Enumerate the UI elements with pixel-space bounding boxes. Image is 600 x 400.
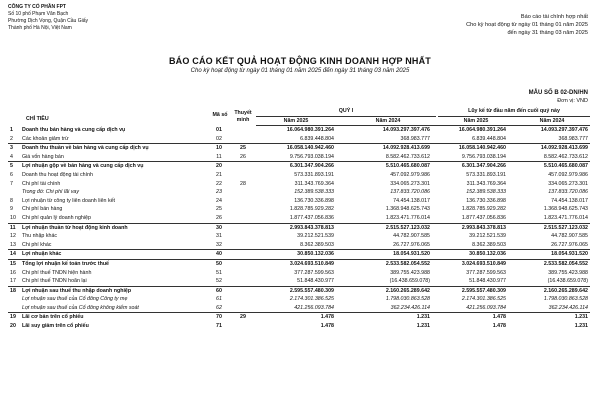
cell-no: 12 bbox=[10, 233, 16, 240]
cell-q2024: 1.231 bbox=[416, 323, 430, 330]
cell-label: Chi phí tài chính bbox=[22, 180, 61, 187]
cell-q2024: 368.983.777 bbox=[400, 135, 430, 142]
cell-q2024: 137.833.720.086 bbox=[390, 189, 430, 196]
cell-q2024: 1.368.948.625.743 bbox=[385, 206, 430, 213]
cell-no: 11 bbox=[8, 223, 20, 232]
cell-label: Thu nhập khác bbox=[22, 233, 58, 240]
table-row bbox=[8, 250, 590, 260]
cell-c2024: (16.438.659.078) bbox=[547, 278, 588, 285]
cell-c2024: 362.234.426.114 bbox=[548, 304, 588, 311]
cell-c2025: 2.174.301.386.525 bbox=[461, 296, 506, 303]
form-number: MẪU SỐ B 02-DN/HN bbox=[528, 90, 588, 96]
header-ytd: Lũy kế từ đầu năm đến cuối quý này bbox=[468, 108, 560, 114]
cell-note bbox=[230, 205, 256, 214]
cell-c2025: 8.362.389.503 bbox=[472, 241, 506, 248]
cell-q2024: 74.454.138.017 bbox=[393, 197, 430, 204]
table-row bbox=[8, 277, 590, 286]
cell-c2025: 311.343.769.364 bbox=[466, 180, 506, 187]
cell-label: Trong đó: Chi phí lãi vay bbox=[22, 189, 80, 196]
cell-q2024: 14.092.928.413.699 bbox=[336, 144, 432, 153]
report-period-line2: đến ngày 31 tháng 03 năm 2025 bbox=[507, 30, 588, 36]
cell-code: 50 bbox=[208, 259, 230, 268]
cell-no: 7 bbox=[10, 180, 13, 187]
cell-code: 24 bbox=[216, 197, 222, 204]
cell-c2025: 16.058.140.942.460 bbox=[432, 144, 508, 153]
cell-c2025: 9.756.793.038.194 bbox=[461, 153, 506, 160]
cell-q2025: 311.343.769.364 bbox=[294, 180, 334, 187]
cell-note bbox=[230, 259, 256, 268]
cell-label: Chi phí khác bbox=[22, 241, 52, 248]
cell-no: 10 bbox=[10, 214, 16, 221]
cell-code: 25 bbox=[216, 206, 222, 213]
cell-code: 61 bbox=[216, 296, 222, 303]
cell-no: 6 bbox=[10, 171, 13, 178]
table-row bbox=[8, 241, 590, 250]
table-row bbox=[8, 135, 590, 144]
cell-no bbox=[8, 188, 20, 197]
header-quarter: QUÝ I bbox=[338, 108, 354, 114]
cell-c2024: 74.454.138.017 bbox=[551, 197, 588, 204]
cell-q2025: 2.993.843.378.813 bbox=[256, 223, 336, 232]
cell-q2024: 362.234.426.114 bbox=[390, 304, 430, 311]
table-row bbox=[8, 162, 590, 171]
header-note-line2: minh bbox=[236, 117, 250, 123]
cell-code: 31 bbox=[216, 233, 222, 240]
cell-code: 40 bbox=[208, 250, 230, 260]
header-quarter-2025: Năm 2025 bbox=[283, 118, 309, 124]
table-row bbox=[8, 188, 590, 197]
cell-label: Chi phí bán hàng bbox=[22, 206, 63, 213]
page-title: BÁO CÁO KẾT QUẢ HOẠT ĐỘNG KINH DOANH HỢP NHẤT bbox=[168, 56, 431, 66]
cell-c2025: 421.256.093.784 bbox=[466, 304, 506, 311]
cell-label: Doanh thu thuần về bán hàng và cung cấp dịch vụ bbox=[20, 144, 208, 153]
cell-q2025: 39.212.521.539 bbox=[297, 233, 334, 240]
cell-no: 8 bbox=[10, 197, 13, 204]
cell-code: 20 bbox=[208, 162, 230, 171]
company-name: CÔNG TY CỔ PHẦN FPT bbox=[8, 4, 66, 10]
company-address-line1: Số 10 phố Phạm Văn Bạch bbox=[8, 11, 69, 17]
cell-no bbox=[8, 295, 20, 304]
cell-c2024: 1.231 bbox=[508, 313, 590, 322]
cell-note: 25 bbox=[230, 144, 256, 153]
currency-unit: Đơn vị: VND bbox=[557, 98, 588, 104]
cell-c2024: 457.092.979.986 bbox=[548, 171, 588, 178]
table-row bbox=[8, 322, 590, 331]
cell-label: Lợi nhuận gộp về bán hàng và cung cấp dịch vụ bbox=[20, 162, 208, 171]
cell-code: 71 bbox=[216, 323, 222, 330]
cell-c2025: 51.848.430.977 bbox=[469, 278, 506, 285]
company-address-line2: Phường Dịch Vọng, Quận Cầu Giấy bbox=[8, 18, 89, 24]
cell-c2025: 1.877.437.056.836 bbox=[461, 214, 506, 221]
cell-label: Lợi nhuận sau thuế thu nhập doanh nghiệp bbox=[20, 286, 208, 295]
cell-c2025: 6.301.347.904.266 bbox=[432, 162, 508, 171]
cell-q2024: (16.438.659.078) bbox=[389, 278, 430, 285]
cell-note bbox=[230, 188, 256, 197]
cell-no: 15 bbox=[8, 259, 20, 268]
cell-q2025: 1.877.437.056.836 bbox=[289, 214, 334, 221]
cell-note bbox=[230, 295, 256, 304]
cell-q2025: 2.174.301.386.525 bbox=[289, 296, 334, 303]
header-note-line1: Thuyết bbox=[234, 110, 252, 116]
table-row bbox=[8, 171, 590, 180]
income-statement-table bbox=[8, 126, 590, 331]
report-type: Báo cáo tài chính hợp nhất bbox=[520, 14, 588, 20]
cell-note bbox=[230, 304, 256, 313]
cell-no: 2 bbox=[10, 135, 13, 142]
cell-q2024: 18.054.931.520 bbox=[336, 250, 432, 260]
cell-c2024: 334.065.273.301 bbox=[548, 180, 588, 187]
company-address-line3: Thành phố Hà Nội, Việt Nam bbox=[8, 25, 72, 31]
cell-note: 29 bbox=[230, 313, 256, 322]
cell-code: 23 bbox=[216, 189, 222, 196]
cell-q2024: 2.160.265.289.642 bbox=[336, 286, 432, 295]
cell-q2025: 8.362.389.503 bbox=[300, 241, 334, 248]
cell-c2024: 44.782.907.585 bbox=[551, 233, 588, 240]
cell-c2024: 18.054.931.520 bbox=[508, 250, 590, 260]
cell-q2025: 421.256.093.784 bbox=[294, 304, 334, 311]
cell-q2025: 2.595.557.480.309 bbox=[256, 286, 336, 295]
cell-code: 62 bbox=[216, 304, 222, 311]
cell-label: Lợi nhuận từ công ty liên doanh liên kết bbox=[22, 197, 116, 204]
cell-no: 16 bbox=[10, 269, 16, 276]
cell-no: 13 bbox=[10, 241, 16, 248]
cell-q2024: 334.065.273.301 bbox=[390, 180, 430, 187]
cell-c2024: 1.231 bbox=[574, 323, 588, 330]
cell-note bbox=[230, 197, 256, 206]
cell-c2025: 1.478 bbox=[492, 323, 506, 330]
cell-label: Chi phí thuế TNDN hiện hành bbox=[22, 269, 92, 276]
cell-label: Chi phí quản lý doanh nghiệp bbox=[22, 214, 91, 221]
cell-code: 11 bbox=[216, 153, 222, 160]
table-row bbox=[8, 197, 590, 206]
table-row bbox=[8, 223, 590, 232]
cell-q2024: 1.231 bbox=[336, 313, 432, 322]
cell-c2025: 16.064.980.391.264 bbox=[458, 127, 506, 133]
cell-q2025: 1.828.785.929.282 bbox=[289, 206, 334, 213]
table-row bbox=[8, 286, 590, 295]
cell-q2024: 44.782.907.585 bbox=[393, 233, 430, 240]
cell-c2024: 8.582.462.733.612 bbox=[543, 153, 588, 160]
cell-note bbox=[230, 286, 256, 295]
cell-code: 22 bbox=[216, 180, 222, 187]
cell-q2025: 377.287.599.563 bbox=[294, 269, 334, 276]
cell-label: Lãi cơ bản trên cổ phiếu bbox=[20, 313, 208, 322]
cell-c2025: 39.212.521.539 bbox=[469, 233, 506, 240]
cell-note bbox=[230, 277, 256, 286]
cell-note bbox=[230, 269, 256, 278]
table-row bbox=[8, 144, 590, 153]
table-row bbox=[8, 153, 590, 162]
cell-q2025: 16.058.140.942.460 bbox=[256, 144, 336, 153]
cell-note bbox=[230, 171, 256, 180]
cell-c2024: 1.798.030.863.528 bbox=[543, 296, 588, 303]
table-row bbox=[8, 214, 590, 223]
cell-q2025: 30.850.132.036 bbox=[256, 250, 336, 260]
cell-c2024: 5.510.465.680.087 bbox=[508, 162, 590, 171]
cell-label: Doanh thu hoạt động tài chính bbox=[22, 171, 93, 178]
table-row bbox=[8, 180, 590, 189]
cell-code: 21 bbox=[216, 171, 222, 178]
cell-note bbox=[230, 322, 256, 331]
cell-label: Chi phí thuế TNDN hoãn lại bbox=[22, 278, 87, 285]
cell-q2025: 1.478 bbox=[256, 313, 336, 322]
cell-note bbox=[230, 232, 256, 241]
cell-q2025: 51.848.430.977 bbox=[297, 278, 334, 285]
cell-no: 18 bbox=[8, 286, 20, 295]
cell-q2024: 1.823.471.776.014 bbox=[385, 214, 430, 221]
cell-no: 20 bbox=[10, 323, 16, 330]
cell-note: 28 bbox=[240, 180, 246, 187]
cell-c2024: 2.515.527.123.032 bbox=[508, 223, 590, 232]
cell-code: 32 bbox=[216, 241, 222, 248]
cell-label: Lợi nhuận sau thuế của Cổ đông không kiểm soát bbox=[22, 304, 139, 311]
cell-code: 52 bbox=[216, 278, 222, 285]
header-item: CHỈ TIÊU bbox=[26, 116, 49, 122]
cell-q2025: 16.064.980.391.264 bbox=[286, 127, 334, 133]
cell-code: 51 bbox=[216, 269, 222, 276]
cell-c2024: 389.755.423.988 bbox=[548, 269, 588, 276]
cell-note bbox=[230, 214, 256, 223]
cell-q2025: 1.478 bbox=[320, 323, 334, 330]
cell-q2025: 573.331.893.191 bbox=[294, 171, 334, 178]
header-quarter-2024: Năm 2024 bbox=[375, 118, 401, 124]
cell-note bbox=[230, 223, 256, 232]
cell-c2024: 368.983.777 bbox=[558, 135, 588, 142]
cell-code: 70 bbox=[208, 313, 230, 322]
cell-c2025: 573.331.893.191 bbox=[466, 171, 506, 178]
cell-no: 9 bbox=[10, 206, 13, 213]
table-row bbox=[8, 295, 590, 304]
header-code: Mã số bbox=[212, 112, 228, 118]
cell-q2024: 1.798.030.863.528 bbox=[385, 296, 430, 303]
cell-label: Giá vốn hàng bán bbox=[22, 153, 64, 160]
cell-c2024: 1.368.948.625.743 bbox=[543, 206, 588, 213]
cell-c2025: 136.730.336.898 bbox=[466, 197, 506, 204]
cell-c2024: 14.092.928.413.699 bbox=[508, 144, 590, 153]
cell-c2025: 2.595.557.480.309 bbox=[432, 286, 508, 295]
cell-c2025: 377.287.599.563 bbox=[466, 269, 506, 276]
cell-code: 26 bbox=[216, 214, 222, 221]
cell-c2024: 2.533.582.054.552 bbox=[508, 259, 590, 268]
cell-label: Các khoản giảm trừ bbox=[22, 135, 69, 142]
cell-c2025: 6.839.448.804 bbox=[472, 135, 506, 142]
cell-note bbox=[230, 241, 256, 250]
cell-c2025: 30.850.132.036 bbox=[432, 250, 508, 260]
cell-note bbox=[230, 250, 256, 260]
cell-q2025: 9.756.793.038.194 bbox=[289, 153, 334, 160]
cell-no: 4 bbox=[10, 153, 13, 160]
cell-q2024: 457.092.979.986 bbox=[390, 171, 430, 178]
cell-q2024: 8.582.462.733.612 bbox=[385, 153, 430, 160]
table-row bbox=[8, 304, 590, 313]
cell-q2025: 136.730.336.898 bbox=[294, 197, 334, 204]
cell-no: 5 bbox=[8, 162, 20, 171]
cell-note bbox=[230, 162, 256, 171]
cell-note bbox=[230, 135, 256, 144]
cell-q2024: 2.515.527.123.032 bbox=[336, 223, 432, 232]
cell-label: Doanh thu bán hàng và cung cấp dịch vụ bbox=[22, 127, 126, 133]
cell-no: 17 bbox=[10, 278, 16, 285]
cell-no: 19 bbox=[8, 313, 20, 322]
cell-no: 14 bbox=[8, 250, 20, 260]
cell-label: Lợi nhuận sau thuế của Cổ đông Công ty mẹ bbox=[22, 296, 128, 303]
cell-label: Tổng lợi nhuận kế toán trước thuế bbox=[20, 259, 208, 268]
table-row bbox=[8, 313, 590, 322]
cell-c2025: 3.024.693.510.849 bbox=[432, 259, 508, 268]
cell-c2024: 137.833.720.086 bbox=[548, 189, 588, 196]
cell-label: Lãi suy giảm trên cổ phiếu bbox=[22, 323, 89, 330]
cell-q2024: 389.755.423.988 bbox=[390, 269, 430, 276]
cell-code: 01 bbox=[216, 127, 222, 133]
cell-q2025: 3.024.693.510.849 bbox=[256, 259, 336, 268]
cell-q2024: 14.093.297.397.476 bbox=[382, 127, 430, 133]
cell-code: 02 bbox=[216, 135, 222, 142]
table-row bbox=[8, 205, 590, 214]
cell-no: 1 bbox=[10, 127, 13, 133]
cell-q2025: 6.301.347.904.266 bbox=[256, 162, 336, 171]
table-row bbox=[8, 126, 590, 135]
cell-c2025: 152.389.538.333 bbox=[466, 189, 506, 196]
cell-c2025: 1.478 bbox=[432, 313, 508, 322]
report-period-line1: Cho kỳ hoạt động từ ngày 01 tháng 01 năm 2025 bbox=[466, 22, 588, 28]
cell-code: 60 bbox=[208, 286, 230, 295]
cell-q2024: 26.727.976.065 bbox=[393, 241, 430, 248]
header-ytd-2024: Năm 2024 bbox=[539, 118, 565, 124]
cell-c2025: 2.993.843.378.813 bbox=[432, 223, 508, 232]
cell-q2024: 5.510.465.680.087 bbox=[336, 162, 432, 171]
cell-no: 3 bbox=[8, 144, 20, 153]
cell-c2024: 1.823.471.776.014 bbox=[543, 214, 588, 221]
cell-note bbox=[230, 126, 256, 135]
cell-note: 26 bbox=[240, 153, 246, 160]
cell-c2024: 26.727.976.065 bbox=[551, 241, 588, 248]
page-subtitle: Cho kỳ hoạt động từ ngày 01 tháng 01 năm 2025 đến ngày 31 tháng 03 năm 2025 bbox=[190, 68, 410, 74]
table-row bbox=[8, 259, 590, 268]
cell-c2025: 1.828.785.929.282 bbox=[461, 206, 506, 213]
cell-code: 10 bbox=[208, 144, 230, 153]
header-ytd-2025: Năm 2025 bbox=[463, 118, 489, 124]
cell-label: Lợi nhuận khác bbox=[20, 250, 208, 260]
table-row bbox=[8, 269, 590, 278]
cell-c2024: 2.160.265.289.642 bbox=[508, 286, 590, 295]
table-row bbox=[8, 232, 590, 241]
cell-q2024: 2.533.582.054.552 bbox=[336, 259, 432, 268]
cell-no bbox=[8, 304, 20, 313]
cell-q2025: 6.839.448.804 bbox=[300, 135, 334, 142]
cell-c2024: 14.093.297.397.476 bbox=[540, 127, 588, 133]
cell-label: Lợi nhuận thuần từ hoạt động kinh doanh bbox=[20, 223, 208, 232]
cell-q2025: 152.389.538.333 bbox=[294, 189, 334, 196]
cell-code: 30 bbox=[208, 223, 230, 232]
